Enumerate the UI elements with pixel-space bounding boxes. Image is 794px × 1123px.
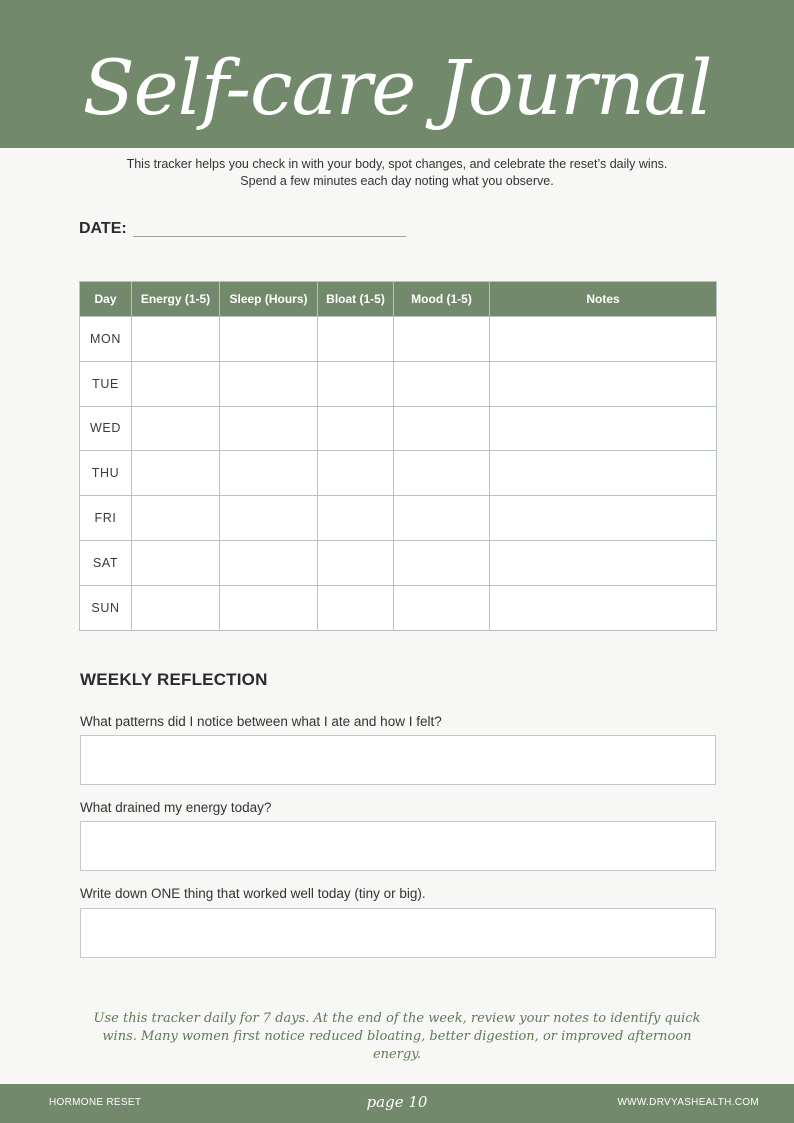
- date-input-line[interactable]: [133, 236, 406, 237]
- page-title: Self-care Journal: [82, 43, 712, 132]
- mood-cell[interactable]: [394, 540, 490, 585]
- column-header-bloat: Bloat (1-5): [318, 282, 394, 317]
- bloat-cell[interactable]: [318, 361, 394, 406]
- table-row: [80, 361, 717, 406]
- bloat-cell[interactable]: [318, 451, 394, 496]
- column-header-mood: Mood (1-5): [394, 282, 490, 317]
- day-label: MON: [80, 317, 132, 362]
- column-header-sleep: Sleep (Hours): [220, 282, 318, 317]
- energy-cell[interactable]: [132, 317, 220, 362]
- bloat-cell[interactable]: [318, 585, 394, 630]
- day-label: THU: [80, 451, 132, 496]
- bloat-cell[interactable]: [318, 496, 394, 541]
- day-label: SAT: [80, 540, 132, 585]
- notes-cell[interactable]: [490, 496, 717, 541]
- date-label: DATE:: [79, 220, 127, 237]
- header-banner: [0, 0, 794, 148]
- intro-text: [0, 156, 794, 190]
- sleep-cell[interactable]: [220, 585, 318, 630]
- reflection-question-3: Write down ONE thing that worked well today (tiny or big).: [80, 886, 426, 901]
- sleep-cell[interactable]: [220, 451, 318, 496]
- energy-cell[interactable]: [132, 451, 220, 496]
- footer-series-name: HORMONE RESET: [49, 1097, 142, 1108]
- reflection-answer-box-3[interactable]: [80, 908, 716, 958]
- mood-cell[interactable]: [394, 451, 490, 496]
- sleep-cell[interactable]: [220, 361, 318, 406]
- day-label: FRI: [80, 496, 132, 541]
- column-header-day: Day: [80, 282, 132, 317]
- daily-tracker-table: [79, 281, 717, 631]
- reflection-answer-box-1[interactable]: [80, 735, 716, 785]
- energy-cell[interactable]: [132, 496, 220, 541]
- day-label: SUN: [80, 585, 132, 630]
- energy-cell[interactable]: [132, 406, 220, 451]
- sleep-cell[interactable]: [220, 496, 318, 541]
- usage-note: Use this tracker daily for 7 days. At the end of the week, review your notes to identify quick wins. Many women first notice reduced bloating, better digestion, or improved afternoon energy.: [93, 1011, 701, 1062]
- table-row: [80, 406, 717, 451]
- table-row: [80, 496, 717, 541]
- page-number: page 10: [366, 1093, 428, 1111]
- table-row: [80, 540, 717, 585]
- bloat-cell[interactable]: [318, 406, 394, 451]
- table-header-row: [80, 282, 717, 317]
- footer-bar: [0, 1084, 794, 1123]
- notes-cell[interactable]: [490, 406, 717, 451]
- intro-line-1: This tracker helps you check in with your body, spot changes, and celebrate the reset’s daily wins.: [126, 157, 668, 171]
- day-label: WED: [80, 406, 132, 451]
- sleep-cell[interactable]: [220, 406, 318, 451]
- energy-cell[interactable]: [132, 585, 220, 630]
- notes-cell[interactable]: [490, 361, 717, 406]
- reflection-answer-box-2[interactable]: [80, 821, 716, 871]
- mood-cell[interactable]: [394, 585, 490, 630]
- notes-cell[interactable]: [490, 451, 717, 496]
- bloat-cell[interactable]: [318, 317, 394, 362]
- column-header-notes: Notes: [490, 282, 717, 317]
- day-label: TUE: [80, 361, 132, 406]
- table-row: [80, 317, 717, 362]
- footer-website: WWW.DRVYASHEALTH.COM: [617, 1097, 759, 1108]
- mood-cell[interactable]: [394, 496, 490, 541]
- sleep-cell[interactable]: [220, 540, 318, 585]
- mood-cell[interactable]: [394, 406, 490, 451]
- intro-line-2: Spend a few minutes each day noting what you observe.: [240, 174, 554, 188]
- mood-cell[interactable]: [394, 317, 490, 362]
- notes-cell[interactable]: [490, 317, 717, 362]
- energy-cell[interactable]: [132, 361, 220, 406]
- sleep-cell[interactable]: [220, 317, 318, 362]
- reflection-question-1: What patterns did I notice between what I ate and how I felt?: [80, 714, 442, 729]
- reflection-question-2: What drained my energy today?: [80, 800, 272, 815]
- energy-cell[interactable]: [132, 540, 220, 585]
- bloat-cell[interactable]: [318, 540, 394, 585]
- notes-cell[interactable]: [490, 585, 717, 630]
- notes-cell[interactable]: [490, 540, 717, 585]
- column-header-energy: Energy (1-5): [132, 282, 220, 317]
- table-row: [80, 451, 717, 496]
- table-row: [80, 585, 717, 630]
- mood-cell[interactable]: [394, 361, 490, 406]
- weekly-reflection-heading: WEEKLY REFLECTION: [80, 670, 268, 689]
